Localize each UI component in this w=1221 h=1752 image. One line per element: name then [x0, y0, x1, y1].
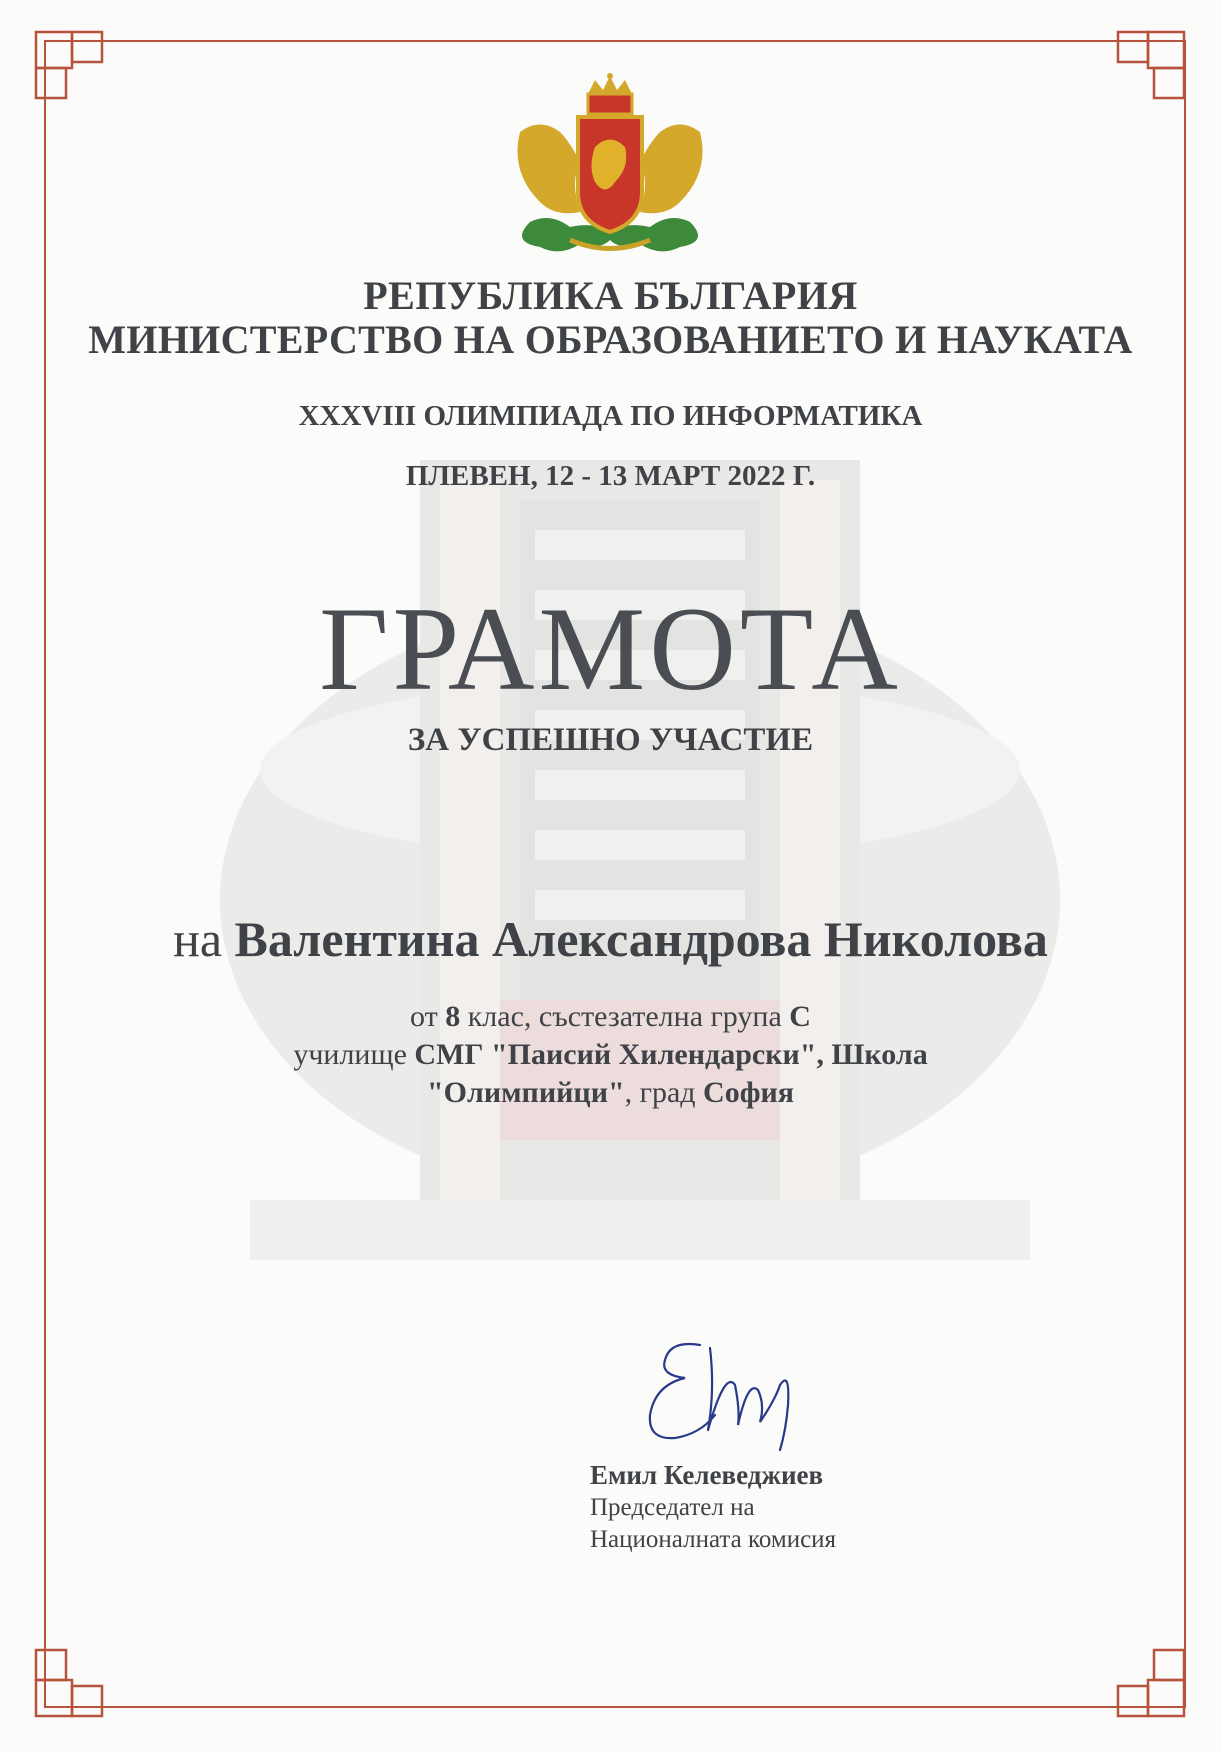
coat-of-arms-bulgaria-icon [500, 72, 720, 262]
corner-ornament-bottom-left [34, 1648, 104, 1718]
details-school-label: училище [293, 1038, 407, 1071]
recipient-name: Валентина Александрова Николова [234, 911, 1048, 967]
city-value: София [703, 1076, 794, 1109]
grade-value: 8 [445, 1000, 461, 1033]
corner-ornament-top-right [1116, 30, 1186, 100]
details-line-grade [0, 1000, 1221, 1034]
recipient-prefix: на [173, 911, 223, 967]
event-heading: XXXVIII ОЛИМПИАДА ПО ИНФОРМАТИКА [298, 400, 923, 432]
school-name-continued: "Олимпийци" [427, 1076, 625, 1109]
certificate-subtitle: ЗА УСПЕШНО УЧАСТИЕ [407, 722, 814, 758]
group-value: C [789, 1000, 811, 1033]
details-from-label: от [410, 1000, 438, 1033]
signer-position-line-1: Председател на [590, 1494, 755, 1521]
school-name: СМГ "Паисий Хилендарски", Школа [414, 1038, 928, 1071]
signer-position-line-2: Националната комисия [590, 1526, 837, 1553]
building-watermark-image [190, 440, 1090, 1340]
signer-name: Емил Келеведжиев [590, 1460, 824, 1490]
details-line-city [0, 1076, 1221, 1110]
details-city-label: , град [624, 1076, 696, 1109]
corner-ornament-bottom-right [1116, 1648, 1186, 1718]
ministry-heading: МИНИСТЕРСТВО НА ОБРАЗОВАНИЕТО И НАУКАТА [88, 317, 1133, 362]
certificate-title: ГРАМОТА [319, 582, 902, 715]
handwritten-signature [630, 1330, 820, 1460]
recipient-line [0, 910, 1221, 968]
place-date-heading: ПЛЕВЕН, 12 - 13 МАРТ 2022 Г. [405, 460, 816, 492]
corner-ornament-top-left [34, 30, 104, 100]
details-grade-label: клас, състезателна група [467, 1000, 782, 1033]
details-line-school [0, 1038, 1221, 1072]
country-heading: РЕПУБЛИКА БЪЛГАРИЯ [363, 273, 858, 318]
